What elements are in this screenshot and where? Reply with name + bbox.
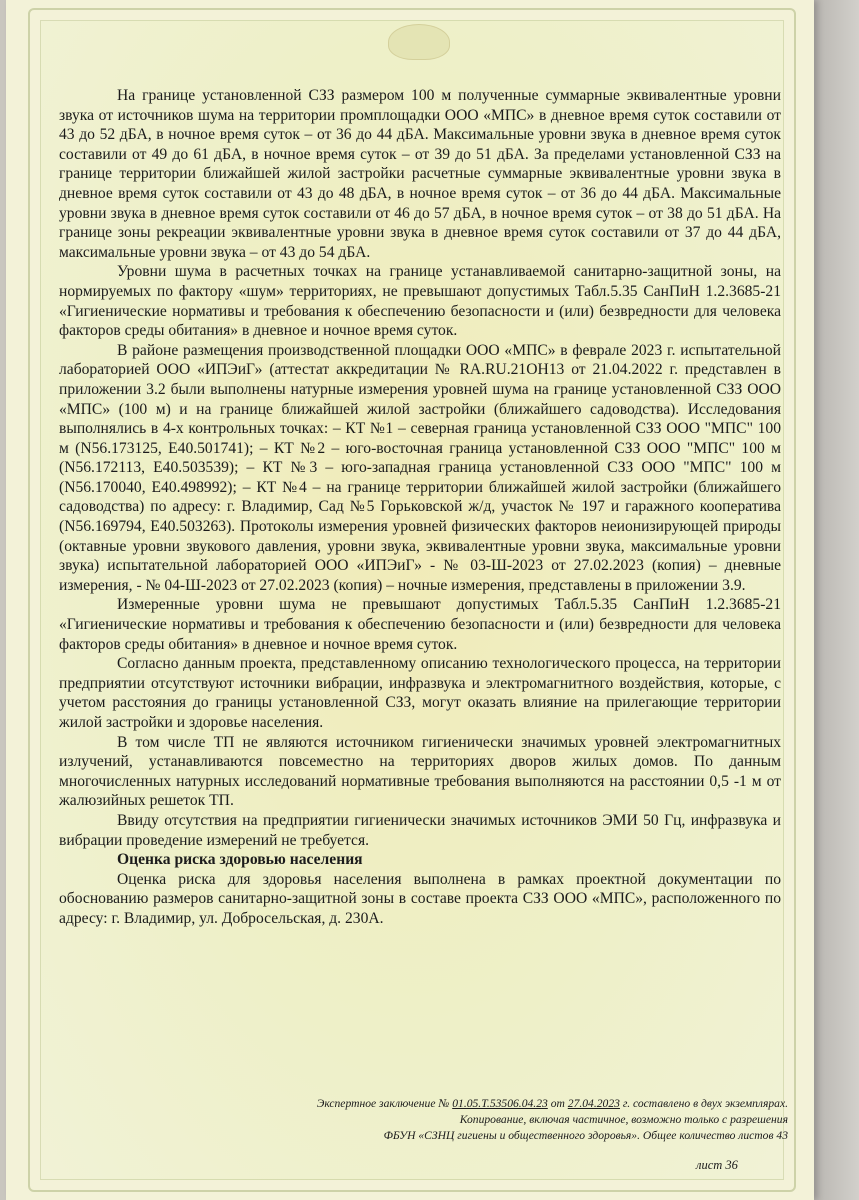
paragraph-measured-levels: Измеренные уровни шума не превышают допустимых Табл.5.35 СанПиН 1.2.3685-21 «Гигиенические нормативы и требования к обеспечению безопасности и (или) безвредности для человека факторов среды обитания» в дневное и ночное время суток.	[59, 596, 781, 653]
paragraph-other-factors: Согласно данным проекта, представленному описанию технологического процесса, на территории предприятии отсутствуют источники вибрации, инфразвука и электромагнитного воздействия, которые, с учетом расстояния до границы установленной СЗЗ, могут оказать влияние на прилегающие территории жилой застройки и здоровье населения.	[59, 655, 781, 731]
paragraph-field-measurements: В районе размещения производственной площадки ООО «МПС» в феврале 2023 г. испытательной лабораторией ООО «ИПЭиГ» (аттестат аккредитации № RA.RU.21ОН13 от 21.04.2022 г. представлен в приложении 3.2 были выполнены натурные измерения уровней шума на границе установленной СЗЗ ООО «МПС» (100 м) и на границе ближайшей жилой застройки (ближайшего садоводства). Исследования выполнялись в 4-х контрольных точках: – КТ №1 – северная граница установленной СЗЗ ООО "МПС" 100 м (N56.173125, E40.501741); – КТ №2 – юго-восточная граница установленной СЗЗ ООО "МПС" 100 м (N56.172113, E40.503539); – КТ №3 – юго-западная граница установленной СЗЗ ООО "МПС" 100 м (N56.170040, E40.498992); – КТ №4 – на границе территории ближайшей жилой застройки (ближайшего садоводства) по адресу: г. Владимир, Сад №5 Горьковской ж/д, участок № 197 и гаражного кооператива (N56.169794, E40.503263). Протоколы измерения уровней физических факторов неионизирующей природы (октавные уровни звукового давления, уровни звука, эквивалентные уровни звука, максимальные уровни звука) испытательной лабораторией ООО «ИПЭиГ» - № 03-Ш-2023 от 27.02.2023 (копия) – дневные измерения, - № 04-Ш-2023 от 27.02.2023 (копия) – ночные измерения, представлены в приложении 3.9.	[59, 341, 781, 594]
document-page	[6, 0, 814, 1200]
footer-doc-number: 01.05.Т.53506.04.23	[452, 1097, 548, 1110]
sheet-number: лист 36	[696, 1158, 738, 1172]
section-heading: Оценка риска здоровью населения	[117, 851, 363, 869]
footer-prefix: Экспертное заключение №	[316, 1097, 453, 1110]
expert-conclusion-footer	[196, 1096, 788, 1144]
footer-line-1	[196, 1096, 788, 1112]
paragraph-noise-levels: На границе установленной СЗЗ размером 100 м полученные суммарные эквивалентные уровни звука от источников шума на территории промплощадки ООО «МПС» в дневное время суток составили от 43 до 52 дБА, в ночное время суток – от 36 до 44 дБА. Максимальные уровни звука в дневное время суток составили от 49 до 61 дБА, в ночное время суток – от 39 до 51 дБА. За пределами установленной СЗЗ на границе территории ближайшей жилой застройки расчетные суммарные эквивалентные уровни звука в дневное время суток составили от 43 до 48 дБА, в ночное время суток – от 36 до 44 дБА. Максимальные уровни звука в дневное время суток составили от 46 до 57 дБА, в ночное время суток – от 38 до 51 дБА. На границе зоны рекреации эквивалентные уровни звука в дневное время суток составили от 37 до 44 дБА, максимальные уровни звука – от 43 до 54 дБА.	[59, 87, 781, 261]
document-body	[59, 86, 781, 929]
footer-line-3: ФБУН «СЗНЦ гигиены и общественного здоровья». Общее количество листов 43	[383, 1129, 788, 1142]
paragraph-risk-assessment: Оценка риска для здоровья населения выполнена в рамках проектной документации по обоснованию размеров санитарно-защитной зоны в составе проекта СЗЗ ООО «МПС», расположенного по адресу: г. Владимир, ул. Добросельская, д. 230А.	[59, 870, 781, 927]
paragraph-transformer-substations: В том числе ТП не являются источником гигиенически значимых уровней электромагнитных излучений, устанавливаются повсеместно на территориях дворов жилых домов. По данным многочисленных натурных исследований нормативные требования выполняются на расстоянии 0,5 -1 м от жалюзийных решеток ТП.	[59, 733, 781, 810]
footer-suffix: г. составлено в двух экземплярах.	[619, 1097, 788, 1110]
paragraph-calculated-points: Уровни шума в расчетных точках на границе устанавливаемой санитарно-защитной зоны, на нормируемых по фактору «шум» территориях, не превышают допустимых Табл.5.35 СанПиН 1.2.3685-21 «Гигиенические нормативы и требования к обеспечению безопасности и (или) безвредности для человека факторов среды обитания» в дневное и ночное время суток.	[59, 263, 781, 340]
footer-line-2: Копирование, включая частичное, возможно только с разрешения	[459, 1113, 788, 1126]
footer-mid: от	[547, 1097, 568, 1110]
footer-doc-date: 27.04.2023	[567, 1097, 620, 1110]
background-surface	[814, 0, 859, 1200]
paragraph-no-measurements-needed: Ввиду отсутствия на предприятии гигиенически значимых источников ЭМИ 50 Гц, инфразвука и вибрации проведение измерений не требуется.	[59, 811, 781, 849]
watermark-emblem	[388, 24, 450, 60]
